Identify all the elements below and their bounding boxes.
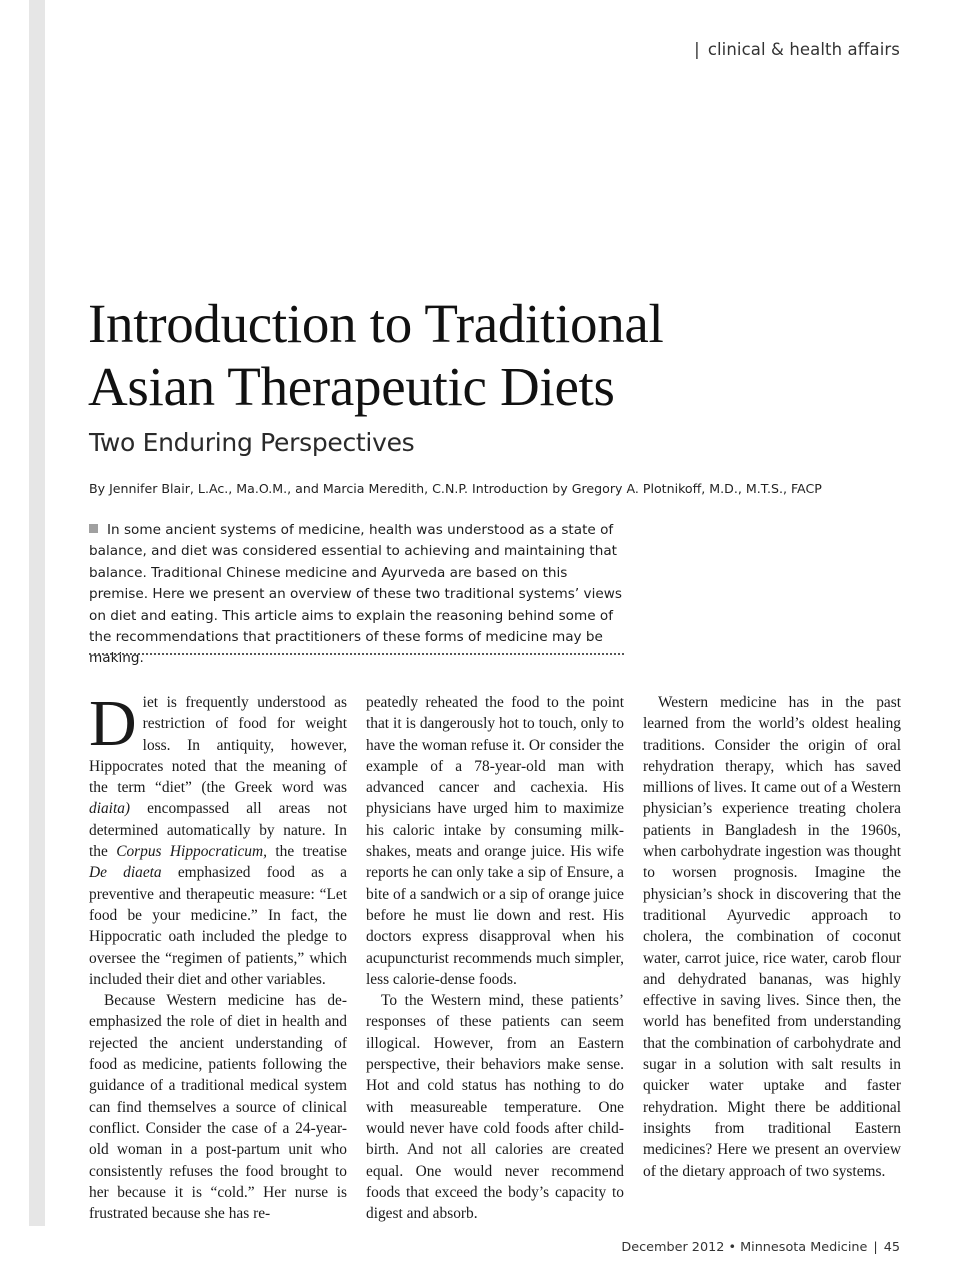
article-title xyxy=(88,292,888,418)
issue-date: December 2012 xyxy=(621,1240,725,1255)
square-bullet-icon xyxy=(89,524,98,533)
section-name: clinical & health affairs xyxy=(707,40,900,59)
treatise-title: De diaeta xyxy=(89,864,162,882)
page-number: 45 xyxy=(883,1240,900,1255)
page-footer xyxy=(621,1240,900,1255)
article-subtitle: Two Enduring Perspectives xyxy=(89,428,415,457)
paragraph-1-text-d: emphasized food as a preventive and therapeutic measure: “Let food be your medicine.” In fact, the Hippocratic oath included the pledge to oversee the “regimen of patients,” which included their diet and other variables. xyxy=(89,864,348,988)
publication-name: Minnesota Medicine xyxy=(740,1240,868,1255)
paragraph-1-text-a: iet is frequently understood as restriction of food for weight loss. In antiquity, however, Hippocrates noted that the meaning of the term “diet” (the Greek word was xyxy=(89,694,347,797)
section-label xyxy=(694,40,900,59)
paragraph-2-part-1: Because Western medicine has de-emphasized the role of diet in health and rejected the ancient understanding of food as medicine, patients following the guidance of a traditional medical system can find themselves a source of clinical conflict. Consider the case of a 24-year-old woman in a post-partum unit who consistently refuses the food brought to her because it is “cold.” Her nurse is frustrated because she has re- xyxy=(89,992,347,1223)
paragraph-1 xyxy=(89,687,348,990)
greek-term: diaita) xyxy=(89,800,131,818)
page-margin-bar xyxy=(29,0,45,1226)
paragraph-4: Western medicine has in the past learned from the world’s oldest healing traditions. Consider the origin of oral rehydration therapy, which has saved millions of lives. It came out of a Western physician’s experience treating cholera patients in Bangladesh in the 1960s, when carbohydrate ingestion was thought to worsen prognosis. Imagine the physician’s shock in discovering that the traditional Ayurvedic approach to cholera, the combination of coconut water, carrot juice, rice water, carob flour and dehydrated bananas, was highly effective in saving lives. Since then, the world has benefited from understanding that the combination of carbohydrate and sugar in a solution with salt results in quicker water uptake and faster rehydration. Might there be additional insights from traditional Eastern medicines? Here we present an overview of the dietary approach of two systems. xyxy=(643,694,901,1180)
paragraph-1-text-c: the treatise xyxy=(266,843,347,861)
article-title-line-1: Introduction to Traditional xyxy=(88,293,664,354)
footer-bullet: • xyxy=(728,1240,737,1255)
body-column-3 xyxy=(643,692,901,1182)
abstract-text: In some ancient systems of medicine, health was understood as a state of balance, and diet was considered essential to achieving and maintaining that balance. Traditional Chinese medicine and Ayurveda are based on this premise. Here we present an overview of these two traditional systems’ views on diet and eating. This article aims to explain the reasoning behind some of the recommendations that practitioners of these forms of medicine may be making. xyxy=(89,522,622,667)
drop-cap: D xyxy=(89,687,137,760)
article-title-line-2: Asian Therapeutic Diets xyxy=(88,356,615,417)
abstract xyxy=(89,520,629,670)
footer-divider: | xyxy=(873,1240,878,1255)
section-divider: | xyxy=(694,40,700,59)
paragraph-1-text-b: encompassed all areas not determined automatically by nature. In the xyxy=(89,800,347,861)
body-column-2 xyxy=(366,692,624,1224)
paragraph-3: To the Western mind, these patients’ responses of these patients can seem illogical. However, from an Eastern perspective, their behaviors make sense. Hot and cold status has nothing to do with measureable temperature. One would never have cold foods after child-birth. And not all calories are created equal. One would never recommend foods that exceed the body’s capacity to digest and absorb. xyxy=(366,992,624,1223)
byline: By Jennifer Blair, L.Ac., Ma.O.M., and Marcia Meredith, C.N.P. Introduction by Gregory A. Plotnikoff, M.D., M.T.S., FACP xyxy=(89,481,822,496)
dotted-divider xyxy=(89,653,624,655)
paragraph-2-part-2: peatedly reheated the food to the point that it is dangerously hot to touch, only to have the woman refuse it. Or consider the example of a 78-year-old man with advanced cancer and cachexia. His physicians have urged him to maximize his caloric intake by consuming milk-shakes, meats and orange juice. His wife reports he can only take a sip of Ensure, a bite of a sandwich or a sip of orange juice before he must lie down and rest. His doctors express disapproval when his acupuncturist recommends much simpler, less calorie-dense foods. xyxy=(366,694,624,988)
corpus-title: Corpus Hippocraticum, xyxy=(116,843,267,861)
body-column-1 xyxy=(89,687,348,1224)
